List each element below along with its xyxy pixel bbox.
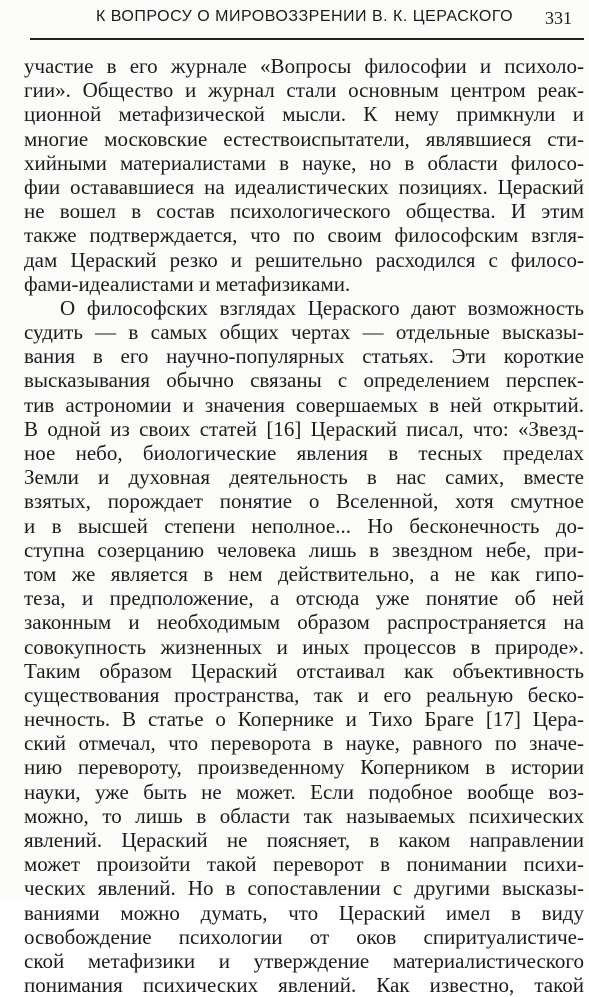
text-line: освобождение психологии от оков спиритуалистиче- [24, 924, 584, 949]
text-line: хийными материалистами в науке, но в области филосо- [24, 150, 584, 175]
text-line: можно, то лишь в области так называемых психических [24, 803, 584, 828]
running-title: К ВОПРОСУ О МИРОВОЗЗРЕНИИ В. К. ЦЕРАСКОГО [96, 8, 514, 25]
text-line: высказывания обычно связаны с определением перспек- [24, 368, 584, 393]
text-line: также подтверждается, что по своим философским взгля- [24, 223, 584, 248]
text-line: В одной из своих статей [16] Цераский писал, что: «Звезд- [24, 416, 584, 441]
text-line: ступна созерцанию человека лишь в звездном небе, при- [24, 537, 584, 562]
text-line: Таким образом Цераский отстаивал как объективность [24, 658, 584, 683]
text-line: законным и необходимым образом распространяется на [24, 610, 584, 635]
text-line: ской метафизики и утверждение материалистического [24, 948, 584, 973]
text-line: вания в его научно-популярных статьях. Эти короткие [24, 344, 584, 369]
text-line: ционной метафизической мысли. К нему примкнули и [24, 102, 584, 127]
text-line: том же является в нем действительно, а не как гипо- [24, 561, 584, 586]
text-line: не вошел в состав психологического общества. И этим [24, 199, 584, 224]
text-line: фами-идеалистами и метафизиками. [24, 271, 351, 296]
text-line: судить — в самых общих чертах — отдельные высказы- [24, 320, 584, 345]
text-line: существования пространства, так и его реальную беско- [24, 682, 584, 707]
page-number: 331 [545, 8, 572, 28]
text-line: явлений. Цераский не поясняет, в каком направлении [24, 828, 584, 852]
text-line: нию перевороту, произведенному Коперником в истории [24, 755, 584, 780]
text-line: Земли и духовная деятельность в нас самих, вместе [24, 465, 584, 490]
text-line: ческих явлений. Но в сопоставлении с другими высказы- [24, 876, 584, 901]
text-line: понимания психических явлений. Как известно, такой [24, 973, 584, 997]
text-line: многие московские естествоиспытатели, являвшиеся сти- [24, 126, 584, 151]
text-line: нечность. В статье о Копернике и Тихо Браге [17] Цера- [24, 707, 584, 732]
text-line: науки, уже быть не может. Если подобное вообще воз- [24, 779, 584, 804]
text-line: участие в его журнале «Вопросы философии и психоло- [24, 54, 584, 78]
text-line: ное небо, биологические явления в тесных пределах [24, 441, 584, 465]
text-line: теза, и предположение, а отсюда уже понятие об ней [24, 586, 584, 611]
text-line: гии». Общество и журнал стали основным центром реак- [24, 78, 584, 103]
text-line: ваниями можно думать, что Цераский имел в виду [24, 900, 584, 925]
header-rule [30, 38, 584, 40]
text-line: О философских взглядах Цераского дают возможность [60, 295, 584, 320]
text-line: может произойти такой переворот в понимании психи- [24, 852, 584, 877]
page-header [96, 6, 582, 34]
text-line: тив астрономии и значения совершаемых в ней открытий. [24, 392, 584, 417]
body-text [24, 54, 584, 997]
text-line: совокупность жизненных и иных процессов в природе». [24, 634, 584, 659]
text-line: дам Цераский резко и решительно расходился с филосо- [24, 247, 584, 272]
text-line: ский отмечал, что переворота в науке, равного по значе- [24, 731, 584, 756]
text-line: взятых, порождает понятие о Вселенной, хотя смутное [24, 489, 584, 514]
text-line: и в высшей степени неполное... Но бесконечность до- [24, 513, 584, 538]
text-line: фии остававшиеся на идеалистических позициях. Цераский [24, 174, 584, 199]
